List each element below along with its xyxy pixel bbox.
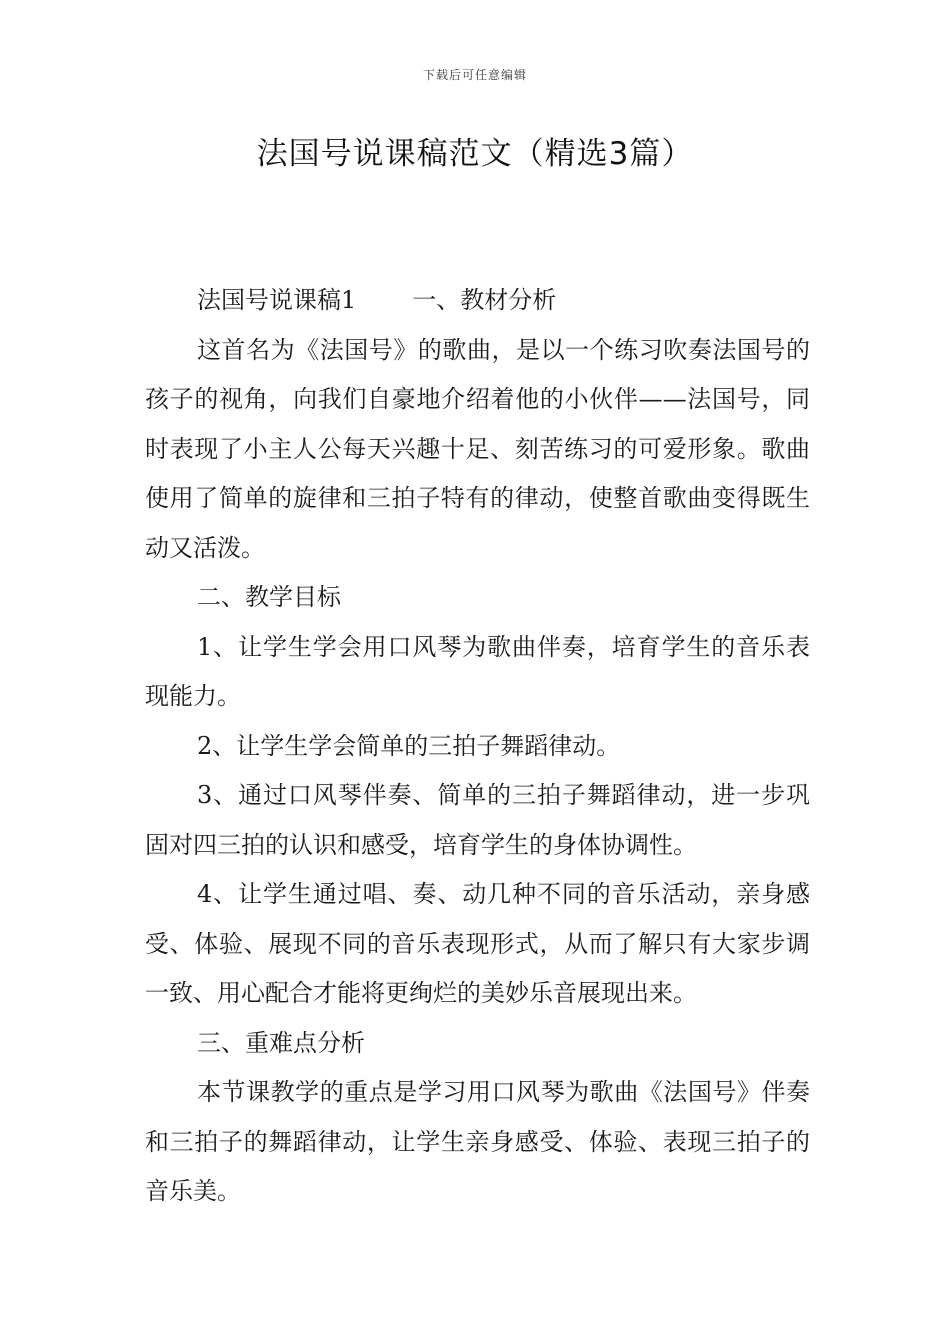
goal-item-1: 1、让学生学会用口风琴为歌曲伴奏，培育学生的音乐表现能力。: [145, 632, 810, 710]
goal-item-2: 2、让学生学会简单的三拍子舞蹈律动。: [197, 731, 621, 760]
section-first-line: [145, 276, 810, 326]
heading-textbook-analysis: 一、教材分析: [412, 286, 557, 314]
paragraph-song-intro: 这首名为《法国号》的歌曲，是以一个练习吹奏法国号的孩子的视角，向我们自豪地介绍着他的小伙伴——法国号，同时表现了小主人公每天兴趣十足、刻苦练习的可爱形象。歌曲使用了简单的旋律和三拍子特有的律动，使整首歌曲变得既生动又活泼。: [145, 335, 810, 562]
section-label: 法国号说课稿1: [197, 286, 357, 314]
header-note: 下载后可任意编辑: [422, 68, 527, 82]
paragraph-key-points: 本节课教学的重点是学习用口风琴为歌曲《法国号》伴奏和三拍子的舞蹈律动，让学生亲身感受、体验、表现三拍子的音乐美。: [145, 1078, 810, 1205]
goal-item-4: 4、让学生通过唱、奏、动几种不同的音乐活动，亲身感受、体验、展现不同的音乐表现形式，从而了解只有大家步调一致、用心配合才能将更绚烂的美妙乐音展现出来。: [145, 880, 810, 1007]
goal-item-3: 3、通过口风琴伴奏、简单的三拍子舞蹈律动，进一步巩固对四三拍的认识和感受，培育学生的身体协调性。: [145, 781, 810, 859]
heading-teaching-goals: 二、教学目标: [197, 583, 341, 611]
document-body: [145, 276, 810, 1217]
heading-key-points: 三、重难点分析: [197, 1028, 365, 1057]
document-title: 法国号说课稿范文（精选3篇）: [256, 136, 694, 172]
